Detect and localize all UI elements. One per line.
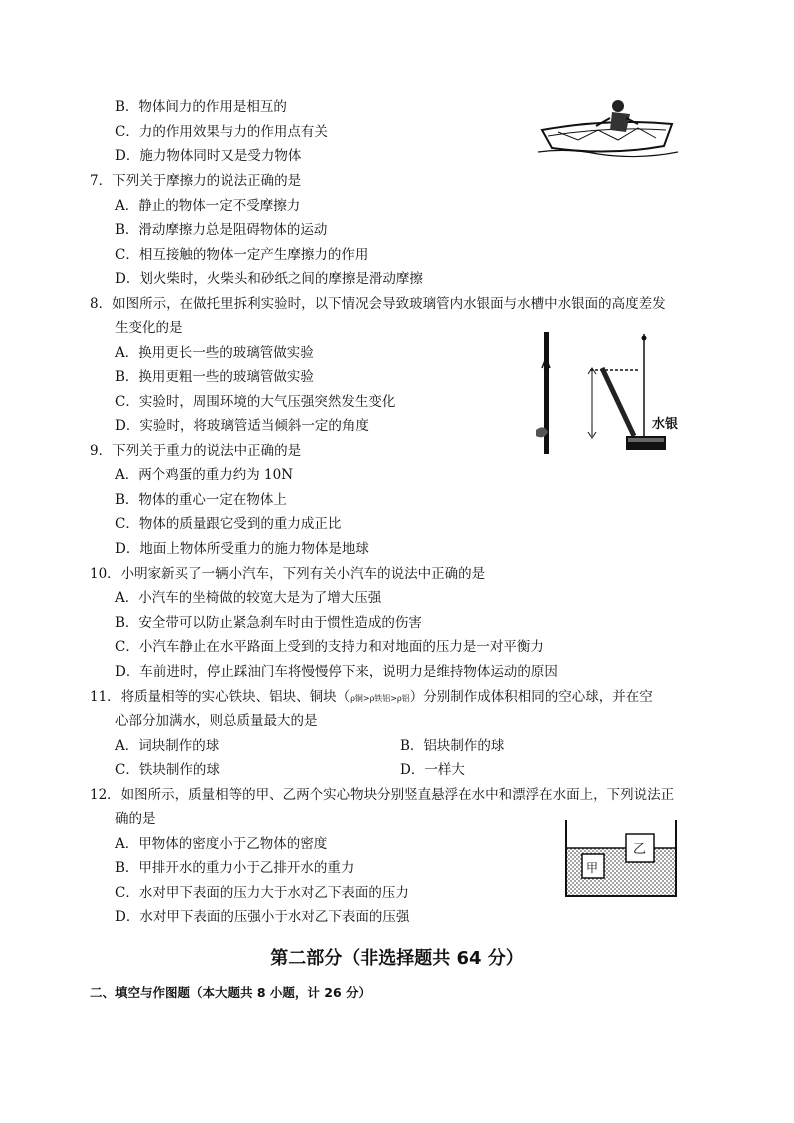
q7-stem: 7．下列关于摩擦力的说法正确的是 [90,173,302,189]
mercury-label: 水银 [652,417,679,432]
q12-option-b: B．甲排开水的重力小于乙排开水的重力 [115,860,355,876]
density-comparison: ρ铜>ρ铁铝>ρ铝 [350,694,410,703]
q11-stem-part-b: ）分别制作成体积相同的空心球，并在空 [409,689,653,705]
q7-option-d: D．划火柴时，火柴头和砂纸之间的摩擦是滑动摩擦 [115,271,423,287]
q11-option-c: C．铁块制作的球 [115,762,220,778]
q8-stem-line1: 8．如图所示，在做托里拆利实验时，以下情况会导致玻璃管内水银面与水槽中水银面的高度差发 [90,296,666,312]
q7-option-b: B．滑动摩擦力总是阻碍物体的运动 [115,222,328,238]
part2-title: 第二部分（非选择题共 64 分） [270,948,524,969]
q9-option-c: C．物体的质量跟它受到的重力成正比 [115,516,342,532]
q10-option-d: D．车前进时，停止踩油门车将慢慢停下来，说明力是维持物体运动的原因 [115,664,558,680]
torricelli-figure [530,328,700,456]
q11-option-d: D．一样大 [400,762,465,778]
q12-option-a: A．甲物体的密度小于乙物体的密度 [115,836,328,852]
q11-stem-line1 [90,688,653,708]
q6-option-d: D．施力物体同时又是受力物体 [115,148,302,164]
q12-stem-line2: 确的是 [115,811,156,827]
q8-stem-line2: 生变化的是 [115,320,183,336]
section2-heading: 二、填空与作图题（本大题共 8 小题，计 26 分） [90,985,372,1000]
q8-option-c: C．实验时，周围环境的大气压强突然发生变化 [115,394,396,410]
q12-option-c: C．水对甲下表面的压力大于水对乙下表面的压力 [115,885,409,901]
q11-option-b: B．铝块制作的球 [400,738,505,754]
q8-option-d: D．实验时，将玻璃管适当倾斜一定的角度 [115,418,369,434]
q12-option-d: D．水对甲下表面的压强小于水对乙下表面的压强 [115,909,410,925]
q6-option-b: B．物体间力的作用是相互的 [115,99,287,115]
q9-option-a: A．两个鸡蛋的重力约为 10N [115,467,294,483]
q8-option-b: B．换用更粗一些的玻璃管做实验 [115,369,314,385]
q9-stem: 9．下列关于重力的说法中正确的是 [90,443,302,459]
boat-figure [538,96,678,162]
q8-option-a: A．换用更长一些的玻璃管做实验 [115,345,314,361]
q6-option-c: C．力的作用效果与力的作用点有关 [115,124,328,140]
q7-option-c: C．相互接触的物体一定产生摩擦力的作用 [115,247,369,263]
water-tank-figure [556,818,686,902]
q12-stem-line1: 12．如图所示，质量相等的甲、乙两个实心物块分别竖直悬浮在水中和漂浮在水面上，下列说法正 [90,787,675,803]
q9-option-d: D．地面上物体所受重力的施力物体是地球 [115,541,369,557]
q10-stem: 10．小明家新买了一辆小汽车，下列有关小汽车的说法中正确的是 [90,566,486,582]
q11-stem-part-a: 11．将质量相等的实心铁块、铝块、铜块（ [90,689,351,705]
q10-option-a: A．小汽车的坐椅做的较宽大是为了增大压强 [115,590,382,606]
q9-option-b: B．物体的重心一定在物体上 [115,492,287,508]
q10-option-c: C．小汽车静止在水平路面上受到的支持力和对地面的压力是一对平衡力 [115,639,544,655]
label-yi: 乙 [633,842,647,857]
q7-option-a: A．静止的物体一定不受摩擦力 [115,198,301,214]
q10-option-b: B．安全带可以防止紧急刹车时由于惯性造成的伤害 [115,615,422,631]
q11-option-a: A．词块制作的球 [115,738,220,754]
q11-stem-line2: 心部分加满水，则总质量最大的是 [115,713,318,729]
label-jia: 甲 [586,861,599,875]
